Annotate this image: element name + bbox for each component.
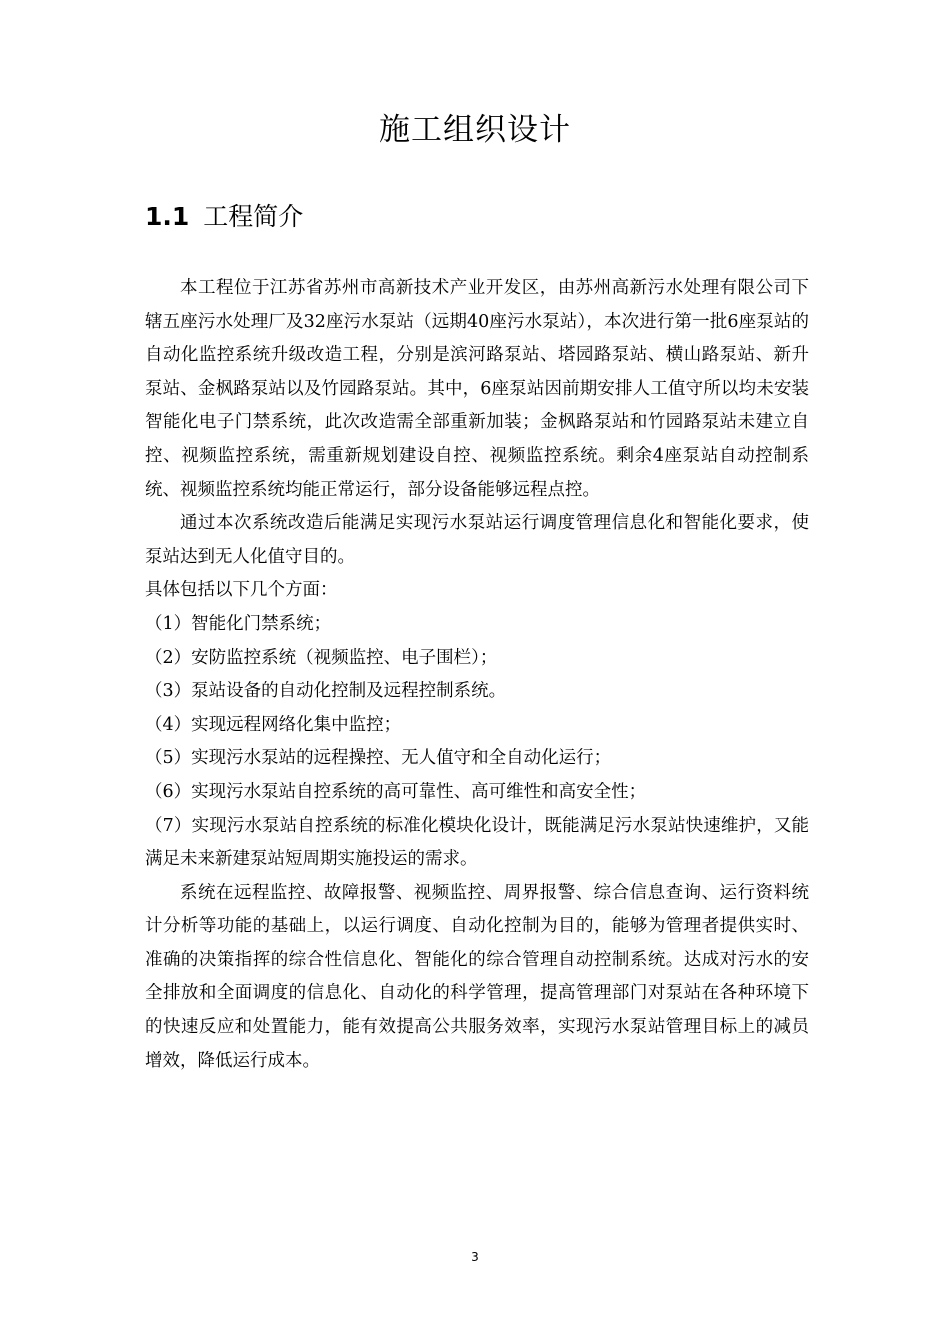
paragraph: 本工程位于江苏省苏州市高新技术产业开发区，由苏州高新污水处理有限公司下辖五座污水处理厂及32座污水泵站（远期40座污水泵站），本次进行第一批6座泵站的自动化监控系统升级改造工程，分别是滨河路泵站、塔园路泵站、横山路泵站、新升泵站、金枫路泵站以及竹园路泵站。其中，6座泵站因前期安排人工值守所以均未安装智能化电子门禁系统，此次改造需全部重新加装；金枫路泵站和竹园路泵站未建立自控、视频监控系统，需重新规划建设自控、视频监控系统。剩余4座泵站自动控制系统、视频监控系统均能正常运行，部分设备能够远程点控。 (145, 278, 809, 500)
paragraph: 通过本次系统改造后能满足实现污水泵站运行调度管理信息化和智能化要求，使泵站达到无人化值守目的。 (145, 513, 809, 567)
list-intro: 具体包括以下几个方面： (145, 580, 338, 601)
page-number: 3 (471, 1250, 479, 1264)
list-item: （6）实现污水泵站自控系统的高可靠性、高可维性和高安全性； (145, 781, 647, 802)
section-title: 工程简介 (203, 202, 304, 231)
list-item: （7）实现污水泵站自控系统的标准化模块化设计，既能满足污水泵站快速维护，又能满足未来新建泵站短周期实施投运的需求。 (145, 815, 809, 870)
list-item: （1）智能化门禁系统； (145, 613, 332, 634)
list-item: （3）泵站设备的自动化控制及远程控制系统。 (145, 681, 507, 702)
list-item: （4）实现远程网络化集中监控； (145, 714, 402, 735)
list-item: （2）安防监控系统（视频监控、电子围栏）； (145, 647, 498, 668)
closing-paragraph: 系统在远程监控、故障报警、视频监控、周界报警、综合信息查询、运行资料统计分析等功能的基础上，以运行调度、自动化控制为目的，能够为管理者提供实时、准确的决策指挥的综合性信息化、智能化的综合管理自动控制系统。达成对污水的安全排放和全面调度的信息化、自动化的科学管理，提高管理部门对泵站在各种环境下的快速反应和处置能力，能有效提高公共服务效率，实现污水泵站管理目标上的减员增效，降低运行成本。 (145, 882, 809, 1071)
document-title: 施工组织设计 (379, 112, 571, 148)
section-number: 1.1 (145, 202, 190, 231)
section-heading (145, 199, 303, 235)
body-text (145, 272, 809, 1078)
list-item: （5）实现污水泵站的远程操控、无人值守和全自动化运行； (145, 748, 612, 769)
